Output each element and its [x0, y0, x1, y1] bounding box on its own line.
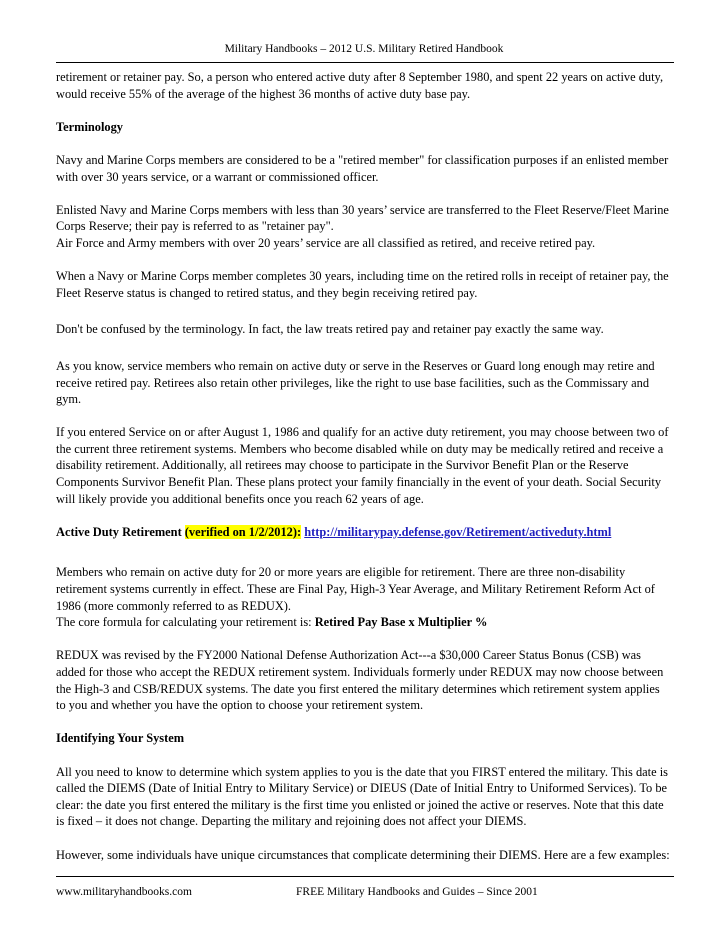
paragraph: If you entered Service on or after August 1, 1986 and qualify for an active duty retirement, you may choose between two of the current three retirement systems. Members who become disabled while on duty may be medically retired and receive a disability retirement. Additionally, all retirees may choose to participate in the Survivor Benefit Plan or the Reserve Components Survivor Benefit Plan. These plans protect your family financially in the event of your death. Social Security will likely provide you additional benefits once you reach 62 years of age. [56, 425, 669, 506]
page-header: Military Handbooks – 2012 U.S. Military Retired Handbook [224, 43, 504, 55]
formula-text: Retired Pay Base x Multiplier % [314, 615, 488, 630]
verified-highlight: (verified on 1/2/2012): [184, 524, 302, 539]
footer-rule [56, 876, 674, 877]
section-heading-terminology: Terminology [56, 119, 124, 134]
section-heading-identifying: Identifying Your System [56, 731, 185, 746]
paragraph: Don't be confused by the terminology. In fact, the law treats retired pay and retainer pay exactly the same way. [56, 322, 604, 337]
paragraph: However, some individuals have unique circumstances that complicate determining their DIEMS. Here are a few examples: [56, 847, 670, 862]
paragraph: Enlisted Navy and Marine Corps members with less than 30 years’ service are transferred to the Fleet Reserve/Fleet Marine Corps Reserve; their pay is referred to as "retainer pay". [56, 202, 669, 234]
header-rule [56, 62, 674, 63]
document-body [56, 69, 671, 880]
footer-tagline: FREE Military Handbooks and Guides – Since 2001 [296, 886, 538, 898]
formula-prefix: The core formula for calculating your retirement is: [56, 615, 315, 630]
paragraph: All you need to know to determine which system applies to you is the date that you FIRST entered the military. This date is called the DIEMS (Date of Initial Entry to Military Service) or DIEUS (Date of Initial Entry to Uniformed Services). To be clear: the date you first entered the military is the first time you enlisted or joined the active or reserves. Note that this date is fixed – it does not change. Departing the military and rejoining does not affect your DIEMS. [56, 764, 668, 829]
paragraph: Navy and Marine Corps members are considered to be a "retired member" for classification purposes if an enlisted member with over 30 years service, or a warrant or commissioned officer. [56, 152, 669, 184]
paragraph: Members who remain on active duty for 20 or more years are eligible for retirement. There are three non-disability retirement systems currently in effect. These are Final Pay, High-3 Year Average, and Military Retirement Reform Act of 1986 (more commonly referred to as REDUX). [56, 565, 655, 613]
paragraph: REDUX was revised by the FY2000 National Defense Authorization Act---a $30,000 Career Status Bonus (CSB) was added for those who accept the REDUX retirement system. Individuals formerly under REDUX may now choose between the High-3 and CSB/REDUX systems. The date you first entered the military determines which retirement system applies to you and whether you have the option to choose your retirement system. [56, 648, 664, 713]
paragraph: When a Navy or Marine Corps member completes 30 years, including time on the retired rolls in receipt of retainer pay, the Fleet Reserve status is changed to retired status, and they begin receiving retired pay. [56, 269, 669, 300]
paragraph [56, 614, 671, 631]
footer-website-link[interactable]: www.militaryhandbooks.com [56, 886, 192, 898]
paragraph: As you know, service members who remain on active duty or serve in the Reserves or Guard long enough may retire and receive retired pay. Retirees also retain other privileges, like the right to use base facilities, such as the Commissary and gym. [56, 358, 655, 407]
paragraph: Air Force and Army members with over 20 years’ service are all classified as retired, and receive retired pay. [56, 235, 596, 250]
heading-text: Active Duty Retirement [56, 524, 185, 539]
paragraph: retirement or retainer pay. So, a person who entered active duty after 8 September 1980, and spent 22 years on active duty, would receive 55% of the average of the highest 36 months of active duty base pay. [56, 70, 664, 101]
section-heading-active-duty [56, 524, 671, 541]
active-duty-link[interactable]: http://militarypay.defense.gov/Retirement/activeduty.html [304, 524, 612, 539]
